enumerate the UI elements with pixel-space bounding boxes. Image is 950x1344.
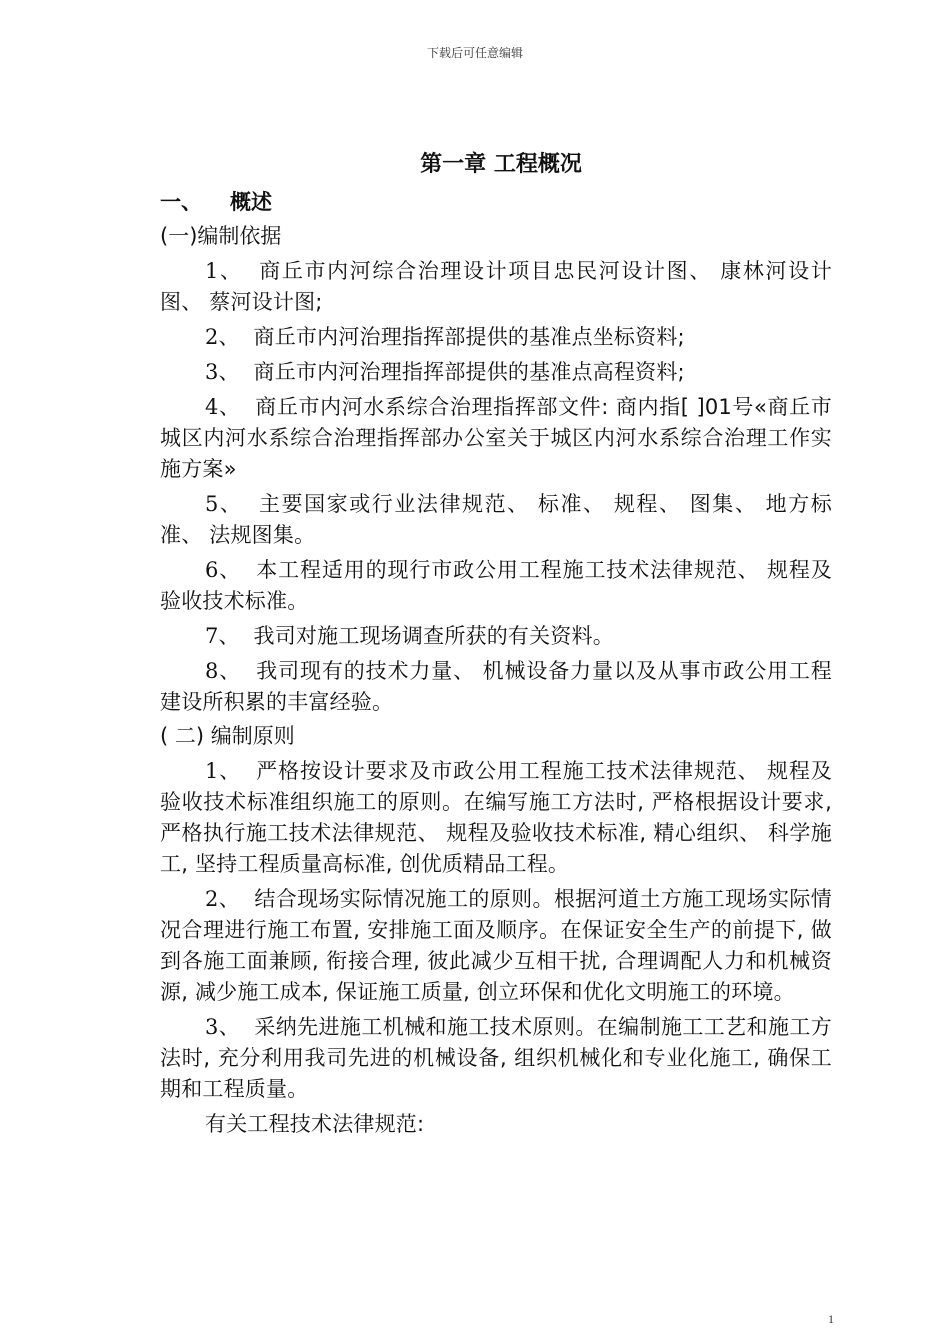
section-heading bbox=[160, 186, 832, 218]
list-item: 3、 商丘市内河治理指挥部提供的基准点高程资料; bbox=[205, 360, 685, 384]
closing-line: 有关工程技术法律规范: bbox=[205, 1112, 425, 1136]
list-item: 3、 采纳先进施工机械和施工技术原则。在编制施工工艺和施工方法时, 充分利用我司先进的机械设备, 组织机械化和专业化施工, 确保工期和工程质量。 bbox=[160, 1015, 832, 1101]
list-item: 4、 商丘市内河水系综合治理指挥部文件: 商内指[ ]01号«商丘市城区内河水系综合治理指挥部办公室关于城区内河水系综合治理工作实施方案» bbox=[160, 395, 832, 481]
basis-list bbox=[160, 256, 832, 718]
page-number: 1 bbox=[828, 1312, 834, 1326]
list-item: 7、 我司对施工现场调查所获的有关资料。 bbox=[205, 624, 614, 648]
list-item: 5、 主要国家或行业法律规范、 标准、 规程、 图集、 地方标准、 法规图集。 bbox=[160, 492, 832, 547]
list-item: 2、 商丘市内河治理指挥部提供的基准点坐标资料; bbox=[205, 325, 685, 349]
section-title: 概述 bbox=[230, 190, 272, 214]
list-item: 1、 严格按设计要求及市政公用工程施工技术法律规范、 规程及验收技术标准组织施工的原则。在编写施工方法时, 严格根据设计要求, 严格执行施工技术法律规范、 规程及验收技术标准, 精心组织、 科学施工, 坚持工程质量高标准, 创优质精品工程。 bbox=[160, 759, 832, 876]
list-item: 1、 商丘市内河综合治理设计项目忠民河设计图、 康林河设计图、 蔡河设计图; bbox=[160, 259, 832, 314]
subsection-heading-principles: ( 二) 编制原则 bbox=[160, 724, 295, 748]
chapter-title: 第一章 工程概况 bbox=[420, 152, 582, 177]
list-item: 2、 结合现场实际情况施工的原则。根据河道土方施工现场实际情况合理进行施工布置, 安排施工面及顺序。在保证安全生产的前提下, 做到各施工面兼顾, 衔接合理, 彼此减少互相干扰, 合理调配人力和机械资源, 减少施工成本, 保证施工质量, 创立环保和优化文明施工的环境。 bbox=[160, 887, 832, 1004]
document-body bbox=[160, 150, 832, 1140]
page-header: 下载后可任意编辑 bbox=[426, 46, 523, 60]
list-item: 8、 我司现有的技术力量、 机械设备力量以及从事市政公用工程建设所积累的丰富经验。 bbox=[160, 659, 832, 714]
principles-list bbox=[160, 756, 832, 1105]
section-marker: 一、 bbox=[160, 190, 202, 214]
list-item: 6、 本工程适用的现行市政公用工程施工技术法律规范、 规程及验收技术标准。 bbox=[160, 558, 832, 613]
subsection-heading-basis: (一)编制依据 bbox=[160, 224, 282, 248]
